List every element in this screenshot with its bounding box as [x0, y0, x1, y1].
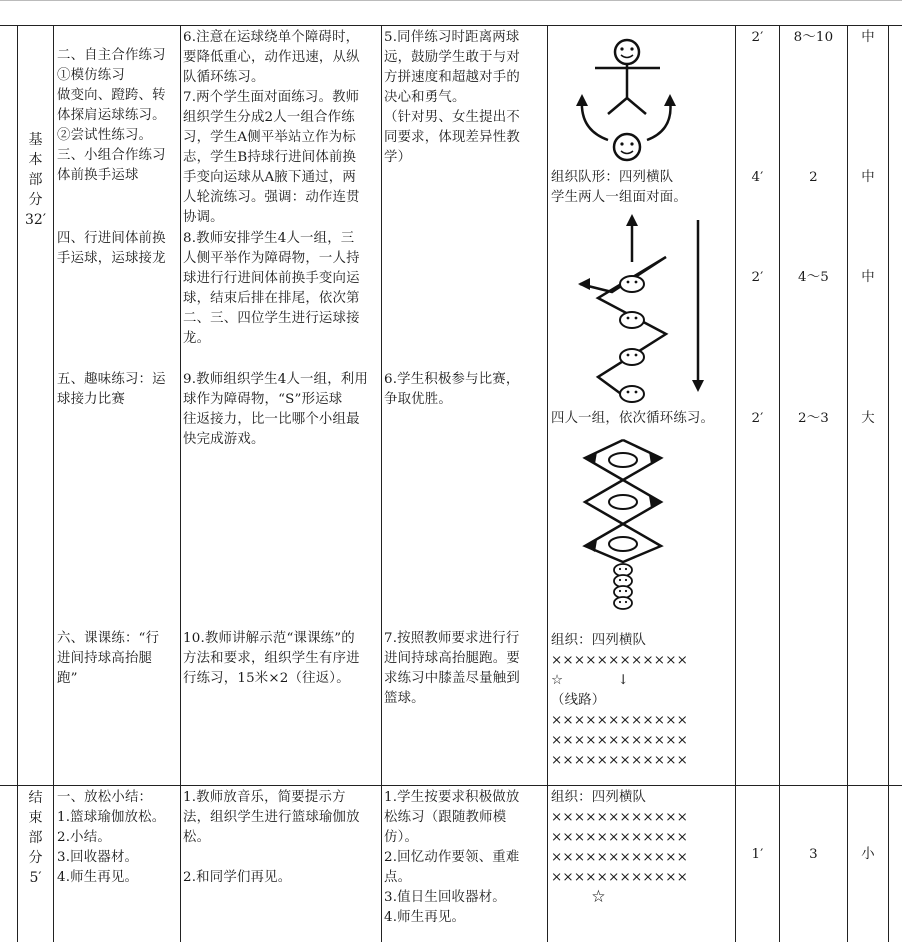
intensity-cell: 中 — [861, 270, 875, 285]
time-cell: 2′ — [751, 411, 764, 426]
teacher-activity-cell: 1.教师放音乐，简要提示方 法，组织学生进行篮球瑜伽放 松。 2.和同学们再见。 — [183, 790, 360, 885]
count-cell: 4～5 — [797, 270, 830, 285]
col-border-6 — [779, 25, 780, 942]
count-cell: 3 — [809, 847, 818, 862]
s-shape-relay-diagram — [575, 436, 685, 616]
student-activity-cell: 1.学生按要求积极做放 松练习（跟随教师模 仿）。 2.回忆动作要领、重难 点。 3.值日生回收器材。 4.师生再见。 — [384, 790, 520, 925]
content-cell: 六、课课练：“行 进间持球高抬腿 跑” — [57, 631, 160, 686]
student-activity-cell: 6.学生积极参与比赛， 争取优胜。 — [384, 372, 520, 407]
face-to-face-diagram — [570, 30, 690, 170]
teacher-activity-cell: 10.教师讲解示范“课课练”的 方法和要求，组织学生有序进 行练习，15米×2（往返）。 — [183, 631, 360, 686]
section-divider — [0, 785, 902, 786]
student-activity-cell: 7.按照教师要求进行行 进间持球高抬腿跑。要 求练习中膝盖尽量触到 篮球。 — [384, 631, 520, 706]
organization-cell: 组织队形：四列横队 学生两人一组面对面。 — [551, 170, 687, 205]
zigzag-relay-diagram — [570, 212, 720, 412]
col-border-7 — [847, 25, 848, 942]
time-cell: 1′ — [751, 847, 764, 862]
student-activity-cell: 5.同伴练习时距离两球 远，鼓励学生敢于与对 方拼速度和超越对手的 决心和勇气。 （针对男、女生提出不 同要求，体现差异性教 学） — [384, 30, 520, 165]
count-cell: 2 — [809, 170, 818, 185]
section-label-basic: 基 本 部 分 32′ — [25, 132, 46, 228]
count-cell: 8～10 — [793, 30, 834, 45]
intensity-cell: 小 — [861, 847, 875, 862]
table-top-border — [0, 25, 902, 26]
content-cell: 一、放松小结： 1.篮球瑜伽放松。 2.小结。 3.回收器材。 4.师生再见。 — [57, 790, 166, 885]
time-cell: 4′ — [751, 170, 764, 185]
time-cell: 2′ — [751, 270, 764, 285]
intensity-cell: 中 — [861, 30, 875, 45]
intensity-cell: 中 — [861, 170, 875, 185]
teacher-activity-cell: 9.教师组织学生4人一组，利用 球作为障碍物，“S”形运球 往返接力，比一比哪个小组最 快完成游戏。 — [183, 372, 368, 447]
teacher-activity-cell: 6.注意在运球绕单个障碍时， 要降低重心，动作迅速，从纵 队循环练习。 7.两个学生面对面练习。教师 组织学生分成2人一组合作练 习，学生A侧平举站立作为标 志，学生B持球行进间体前换 手变向运球从A腋下通过，两 人轮流练习。强调：动作连贯 协调。 — [183, 30, 360, 225]
col-border-1 — [53, 25, 54, 942]
intensity-cell: 大 — [861, 411, 875, 426]
content-cell: 二、自主合作练习 ①模仿练习 做变向、蹬跨、转 体探肩运球练习。 ②尝试性练习。 三、小组合作练习 体前换手运球 — [57, 48, 166, 183]
col-border-5 — [735, 25, 736, 942]
content-cell: 四、行进间体前换 手运球，运球接龙 — [57, 231, 166, 266]
col-border-8 — [888, 25, 889, 942]
content-cell: 五、趣味练习：运 球接力比赛 — [57, 372, 166, 407]
organization-cell: 组织：四列横队 ×××××××××××× ×××××××××××× ×××××××××××× ×××××××××××× ☆ — [551, 790, 689, 905]
page-top-rule — [0, 0, 902, 1]
organization-cell: 组织：四列横队 ×××××××××××× ☆ ↓ （线路） ×××××××××××× ×××××××××××× ×××××××××××× — [551, 633, 689, 768]
section-label-ending: 结 束 部 分 5′ — [28, 790, 43, 886]
teacher-activity-cell: 8.教师安排学生4人一组，三 人侧平举作为障碍物，一人持 球进行行进间体前换手变向运 球，结束后排在排尾，依次第 二、三、四位学生进行运球接 龙。 — [183, 231, 360, 346]
time-cell: 2′ — [751, 30, 764, 45]
count-cell: 2～3 — [797, 411, 830, 426]
organization-cell: 四人一组，依次循环练习。 — [551, 411, 715, 426]
